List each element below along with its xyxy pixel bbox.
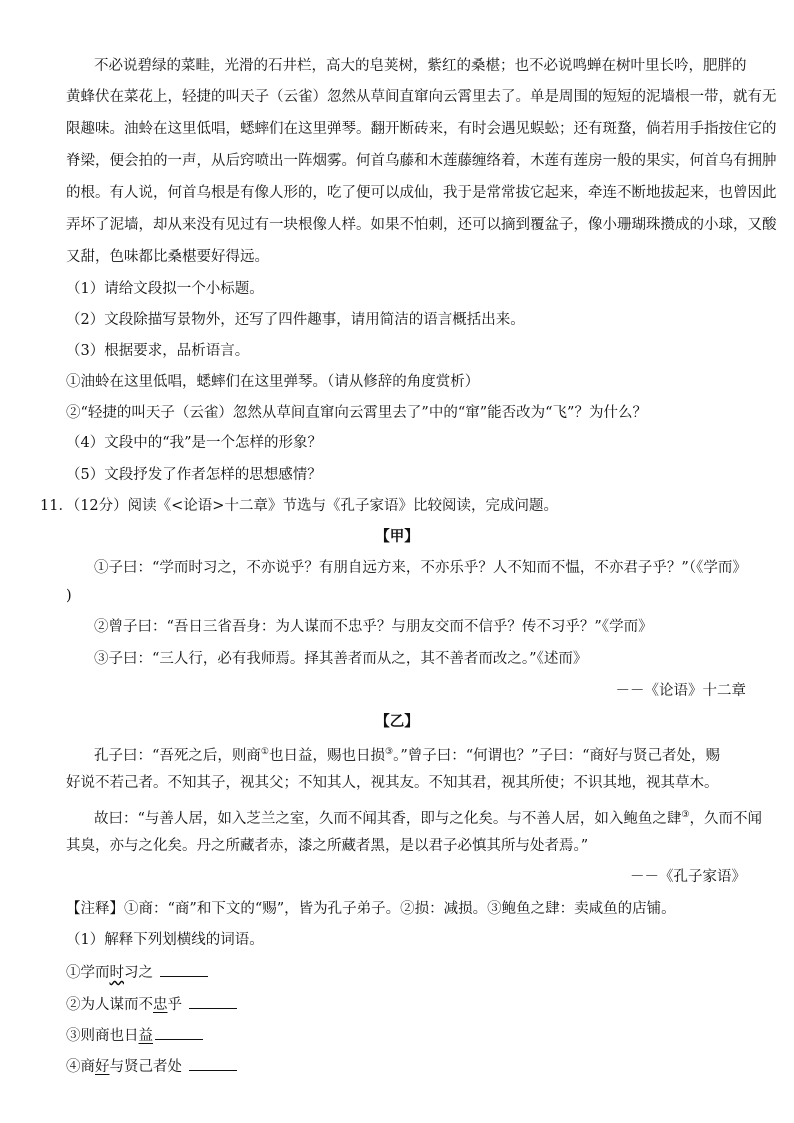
word-4-post: 与贤己者处 [109,1059,182,1075]
passage-line-2: 黄蜂伏在菜花上，轻捷的叫天子（云雀）忽然从草间直窜向云霄里去了。单是周围的短短的泥墙根一带，就有无 [66,89,777,105]
answer-blank-1[interactable] [160,962,208,977]
section-jia-title: 【甲】 [375,528,419,545]
q10-item-2: （2）文段除描写景物外，还写了四件趣事，请用简洁的语言概括出来。 [66,312,525,328]
word-item-1 [66,962,746,982]
footnote-mark-3b: ③ [681,810,690,820]
answer-blank-3[interactable] [155,1025,203,1040]
yi-line-1-c: 。”曾子曰：“何谓也？”子曰：“商好与贤己者处，赐 [393,747,720,764]
annotation-note: 【注释】①商：“商”和下文的“赐”，皆为孔子弟子。②损：减损。③鲍鱼之肆：卖咸鱼的店铺。 [66,901,676,917]
word-1-pre: ①学而 [66,965,110,981]
passage-line-6: 弄坏了泥墙，却从来没有见过有一块根像人样。如果不怕刺，还可以摘到覆盆子，像小珊瑚珠攒成的小球，又酸 [66,217,777,233]
word-2-post: 乎 [167,997,182,1013]
section-yi-title: 【乙】 [375,713,419,730]
yi-line-1 [94,743,746,765]
word-2-target: 忠 [153,997,168,1013]
word-1-post: 习之 [124,965,153,981]
word-4-pre: ④商 [66,1059,95,1075]
yi-source: －－《孔子家语》 [630,869,746,885]
word-3-target: 益 [138,1028,153,1044]
answer-blank-4[interactable] [189,1056,237,1071]
passage-line-7: 又甜，色味都比桑椹要好得远。 [66,249,269,265]
jia-line-3: ③子曰：“三人行，必有我师焉。择其善者而从之，其不善者而改之。”《述而》 [94,651,588,667]
footnote-mark-3: ③ [385,747,394,757]
yi-line-3 [94,806,762,828]
q10-item-3a: ①油蛉在这里低唱，蟋蟀们在这里弹琴。（请从修辞的角度赏析） [66,374,480,390]
q10-item-4: （4）文段中的“我”是一个怎样的形象？ [66,435,323,451]
passage-line-4: 脊梁，便会拍的一声，从后窍喷出一阵烟雾。何首乌藤和木莲藤缠络着，木莲有莲房一般的果实，何首乌有拥肿 [66,153,777,169]
word-1-target: 时 [109,965,124,981]
yi-line-3-b: ，久而不闻 [689,810,762,827]
q10-item-1: （1）请给文段拟一个小标题。 [66,281,264,297]
q10-item-5: （5）文段抒发了作者怎样的思想感情？ [66,467,322,483]
jia-line-1-cont: ) [66,588,72,604]
passage-line-1: 不必说碧绿的菜畦，光滑的石井栏，高大的皂荚树，紫红的桑椹；也不必说鸣蝉在树叶里长吟，肥胖的 [94,58,747,74]
answer-blank-2[interactable] [189,994,237,1009]
word-item-2 [66,994,746,1014]
word-4-target: 好 [95,1059,110,1075]
word-2-pre: ②为人谋而不 [66,997,153,1013]
word-3-pre: ③则商也日 [66,1028,139,1044]
yi-line-3-a: 故曰：“与善人居，如入芝兰之室，久而不闻其香，即与之化矣。与不善人居，如入鲍鱼之肆 [94,810,682,827]
q10-item-3: （3）根据要求，品析语言。 [66,343,250,359]
passage-line-5: 的根。有人说，何首乌根是有像人形的，吃了便可以成仙，我于是常常拔它起来，牵连不断地拔起来，也曾因此 [66,185,777,201]
yi-line-1-a: 孔子曰：“吾死之后，则商 [94,747,261,764]
q11-sub-1: （1）解释下列划横线的词语。 [66,932,264,948]
yi-line-4: 其臭，亦与之化矣。丹之所藏者赤，漆之所藏者黑，是以君子必慎其所与处者焉。” [66,838,589,854]
passage-line-3: 限趣味。油蛉在这里低唱，蟋蟀们在这里弹琴。翻开断砖来，有时会遇见蜈蚣；还有斑蝥，倘若用手指按住它的 [66,121,777,137]
jia-line-2: ②曾子曰：“吾日三省吾身：为人谋而不忠乎？与朋友交而不信乎？传不习乎？”《学而》 [94,619,653,635]
yi-line-1-b: 也日益，赐也日损 [269,747,385,764]
jia-line-1: ①子曰：“学而时习之，不亦说乎？有朋自远方来，不亦乐乎？人不知而不愠，不亦君子乎？”（《学而》 [94,560,747,576]
yi-line-2: 好说不若己者。不知其子，视其父；不知其人，视其友。不知其君，视其所使；不识其地，视其草木。 [66,775,719,791]
footnote-mark-1: ① [260,747,269,757]
word-item-3 [66,1025,746,1045]
jia-source: －－《论语》十二章 [615,683,746,699]
q11-header: 11．（12分）阅读《<论语>十二章》节选与《孔子家语》比较阅读，完成问题。 [40,498,558,514]
word-item-4 [66,1056,746,1076]
q10-item-3b: ②“轻捷的叫天子（云雀）忽然从草间直窜向云霄里去了”中的“窜”能否改为“飞”？为什么？ [66,405,647,421]
